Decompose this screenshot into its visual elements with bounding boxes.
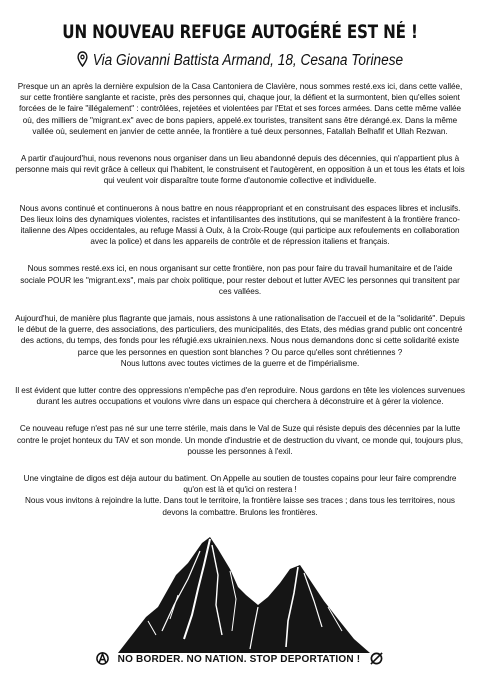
- paragraph-7: Ce nouveau refuge n'est pas né sur une terre stérile, mais dans le Val de Suze qui résiste depuis des décennies par la lutte contre le projet honteux du TAV et son monde. Un monde d'industrie et de destruction du vivant, ce monde qui, toujours plus, pousse les personnes à l'exil.: [17, 424, 463, 456]
- mountain-drawing: [118, 535, 370, 653]
- paragraph-6: Il est évident que lutter contre des oppressions n'empêche pas d'en reproduire. Nous gardons en tête les violences survenues durant les autres occupations et voulons vivre dans un espace qui cherchera à déconstruire et à gérer la violence.: [15, 386, 465, 407]
- anarchy-a-icon: [96, 652, 109, 665]
- paragraph-4: Nous sommes resté.exs ici, en nous organisant sur cette frontière, non pas pour faire du travail humanitaire et de l'aide sociale POUR les "migrant.exs", mais par choix politique, pour rester debout et lutter AVEC les personnes qui transitent par ces vallées.: [20, 264, 460, 296]
- footer-slogan: [0, 652, 480, 665]
- paragraph-3: Nous avons continué et continuerons à nous battre en nous réappropriant et en construisant des espaces libres et inclusifs. Des lieux loins des dynamiques violentes, racistes et infantilisantes des institutions, qui se manifestent à la frontière franco-italienne des Alpes occidentales, au refuge Massi à Oulx, à la Croix-Rouge (qui participe aux refoulements en collaboration avec la police) et dans les appareils de contrôle et de répression italiens et français.: [19, 203, 461, 247]
- paragraph-2: A partir d'aujourd'hui, nous revenons nous organiser dans un lieu abandonné depuis des décennies, qui n'appartient plus à personne mais qui revit grâce à celleux qui l'habitent, le construisent et l'autogèrent, en opposition à un et tous les états et lois qui veulent voir disparaître toute forme d'autonomie collective et individuelle.: [15, 154, 465, 186]
- no-circle-icon: [369, 652, 384, 665]
- address-line: [29, 51, 451, 70]
- manifesto-text: [14, 81, 466, 518]
- address-text: Via Giovanni Battista Armand, 18, Cesana Torinese: [92, 52, 404, 69]
- page-title: UN NOUVEAU REFUGE AUTOGÉRÉ EST NÉ !: [62, 22, 418, 43]
- paragraph-5: Aujourd'hui, de manière plus flagrante que jamais, nous assistons à une rationalisation de l'accueil et de la "solidarité". Depuis le début de la guerre, des associations, des particuliers, des municipalités, des Etats, des médias grand public ont concentré des actions, du temps, des fonds pour les réfugié.exs ukrainien.nexs. Nous nous demandons donc si cette solidarité existe parce que les personnes en question sont blanches ? Ou parce qu'elles sont chrétiennes ? Nous luttons avec toutes victimes de la guerre et de l'impérialisme.: [15, 314, 465, 368]
- paragraph-8: Une vingtaine de digos est déja autour du batiment. On Appelle au soutien de toustes copains pour leur faire comprendre qu'on est là et qu'ici on restera ! Nous vous invitons à rejoindre la lutte. Dans tout le territoire, la frontière laisse ses traces ; dans tous les territoires, nous devons la combattre. Brulons les frontières.: [23, 474, 457, 517]
- paragraph-1: Presque un an après la dernière expulsion de la Casa Cantoniera de Clavière, nous sommes resté.exs ici, dans cette vallée, sur cette frontière sanglante et raciste, près des personnes qui, chaque jour, la défient et la surmontent, bien qu'elles soient forcées de le faire "illégalement" : contrôlées, rejetées et violentées par l'Etat et ses forces armées. Dans cette même vallée où, des milliers de "migrant.ex" avec de bons papiers, appelé.ex touristes, transitent sans être dérangé.ex. Dans la même vallée où, seulement en janvier de cette année, la frontière a tué deux personnes, Fatallah Belhafif et Ullah Rezwan.: [17, 82, 463, 136]
- map-pin-icon: [77, 51, 88, 67]
- footer-text: NO BORDER. NO NATION. STOP DEPORTATION !: [117, 654, 361, 665]
